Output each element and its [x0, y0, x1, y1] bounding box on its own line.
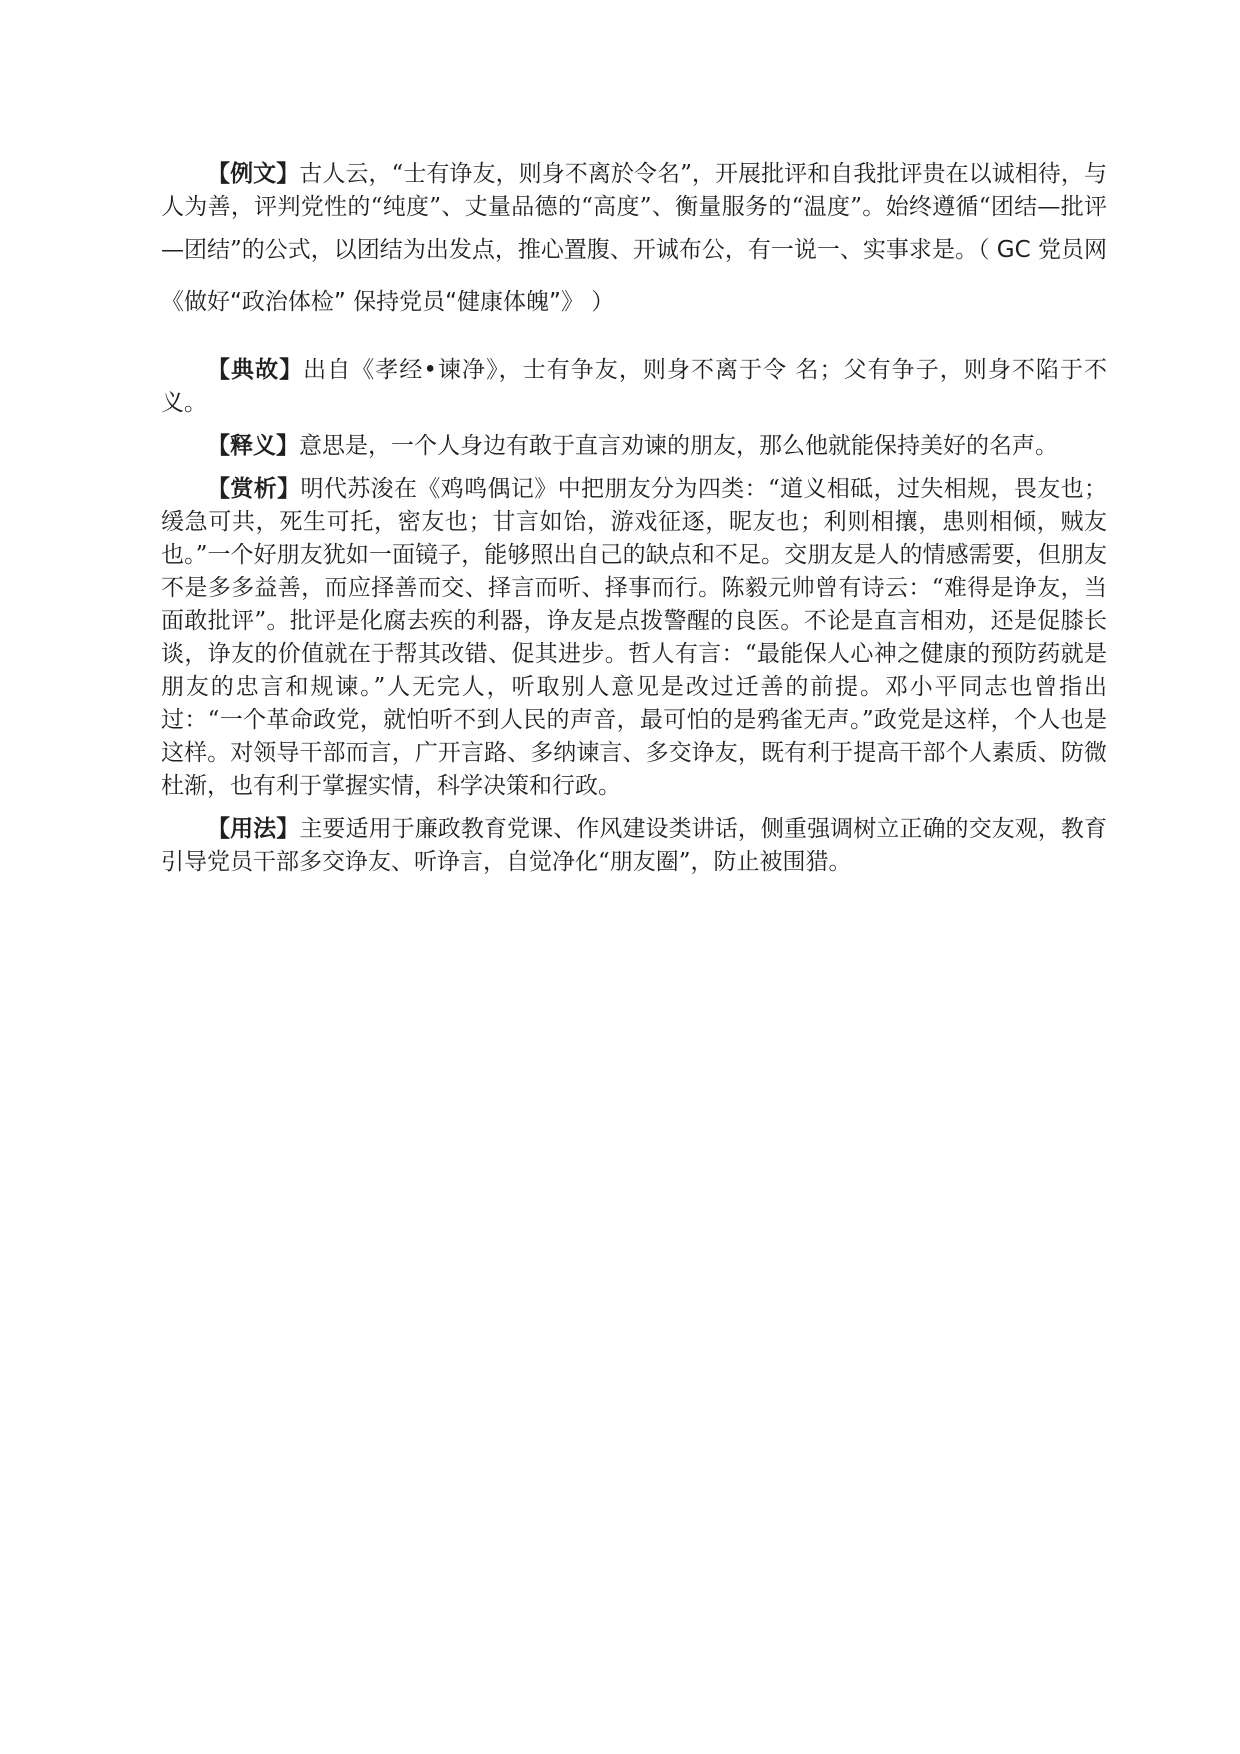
meaning-paragraph	[161, 430, 1107, 463]
appreciation-label: 【赏析】	[207, 476, 301, 502]
document-body	[161, 158, 1107, 879]
spacer	[161, 328, 1107, 354]
meaning-label: 【释义】	[207, 433, 299, 459]
allusion-paragraph	[161, 354, 1107, 420]
example-text: 古人云，“士有诤友，则身不离於令名”，开展批评和自我批评贵在以诚相待，与人为善，评判党性的“纯度”、丈量品德的“高度”、衡量服务的“温度”。始终遵循“团结—批评—团结”的公式，以团结为出发点，推心置腹、开诚布公，有一说一、实事求是。	[161, 161, 1107, 263]
allusion-label: 【典故】	[207, 357, 304, 383]
appreciation-text: 明代苏浚在《鸡鸣偶记》中把朋友分为四类：“道义相砥，过失相规，畏友也；缓急可共，死生可托，密友也；甘言如饴，游戏征逐，昵友也；利则相攘，患则相倾，贼友也。”一个好朋友犹如一面镜子，能够照出自己的缺点和不足。交朋友是人的情感需要，但朋友不是多多益善，而应择善而交、择言而听、择事而行。陈毅元帅曾有诗云：“难得是诤友，当面敢批评”。批评是化腐去疾的利器，诤友是点拨警醒的良医。不论是直言相劝，还是促膝长谈，诤友的价值就在于帮其改错、促其进步。哲人有言：“最能保人心神之健康的预防药就是朋友的忠言和规谏。”人无完人，听取别人意见是改过迁善的前提。邓小平同志也曾指出过：“一个革命政党，就怕听不到人民的声音，最可怕的是鸦雀无声。”政党是这样，个人也是这样。对领导干部而言，广开言路、多纳谏言、多交诤友，既有利于提高干部个人素质、防微杜渐，也有利于掌握实情，科学决策和行政。	[161, 476, 1107, 799]
appreciation-paragraph	[161, 473, 1107, 803]
example-source: （ GC 党员网《做好“政治体检” 保持党员“健康体魄”》 ）	[161, 237, 1107, 315]
usage-paragraph	[161, 813, 1107, 879]
usage-text: 主要适用于廉政教育党课、作风建设类讲话，侧重强调树立正确的交友观，教育引导党员干部多交诤友、听诤言，自觉净化“朋友圈”，防止被围猎。	[161, 816, 1108, 875]
example-label: 【例文】	[207, 161, 300, 187]
allusion-text: 出自《孝经•谏净》，士有争友，则身不离于令 名；父有争子，则身不陷于不义。	[161, 357, 1107, 416]
example-paragraph	[161, 158, 1107, 328]
usage-label: 【用法】	[207, 816, 300, 842]
spacer	[161, 463, 1107, 473]
meaning-text: 意思是，一个人身边有敢于直言劝谏的朋友，那么他就能保持美好的名声。	[299, 433, 1058, 459]
spacer	[161, 803, 1107, 813]
spacer	[161, 420, 1107, 430]
